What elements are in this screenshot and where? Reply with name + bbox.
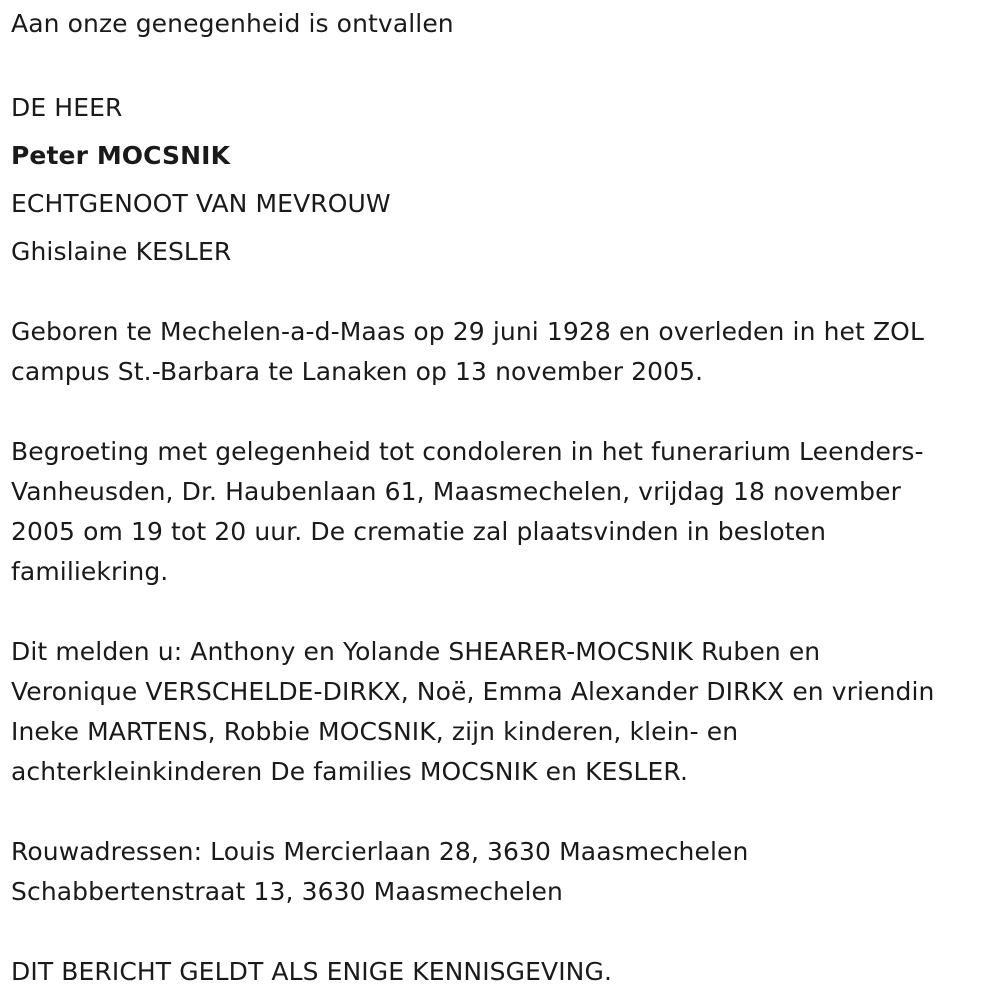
paragraph-line: Geboren te Mechelen-a-d-Maas op 29 juni 1928 en overleden in het ZOL [11, 317, 924, 346]
paragraph-line: familiekring. [11, 557, 169, 586]
announcers-paragraph [11, 632, 991, 792]
condolence-paragraph [11, 432, 991, 592]
paragraph-line: 2005 om 19 tot 20 uur. De crematie zal plaatsvinden in besloten [11, 517, 827, 546]
spacer [11, 392, 991, 432]
honorific: DE HEER [11, 93, 123, 122]
birth-death-paragraph [11, 312, 991, 392]
closing-statement: DIT BERICHT GELDT ALS ENIGE KENNISGEVING. [11, 957, 612, 986]
deceased-name: Peter MOCSNIK [11, 141, 231, 170]
spacer [11, 44, 991, 84]
death-notice [11, 4, 991, 992]
intro-text: Aan onze genegenheid is ontvallen [11, 9, 454, 38]
paragraph-line: Schabbertenstraat 13, 3630 Maasmechelen [11, 877, 563, 906]
paragraph-line: Dit melden u: Anthony en Yolande SHEARER-MOCSNIK Ruben en [11, 637, 821, 666]
paragraph-line: achterkleinkinderen De families MOCSNIK en KESLER. [11, 757, 688, 786]
paragraph-line: Begroeting met gelegenheid tot condoleren in het funerarium Leenders- [11, 437, 924, 466]
addresses-paragraph [11, 832, 991, 912]
relation-text: ECHTGENOOT VAN MEVROUW [11, 189, 391, 218]
paragraph-line: Rouwadressen: Louis Mercierlaan 28, 3630 Maasmechelen [11, 837, 749, 866]
spacer [11, 792, 991, 832]
spacer [11, 276, 991, 312]
spouse-name: Ghislaine KESLER [11, 237, 232, 266]
spacer [11, 912, 991, 952]
spacer [11, 592, 991, 632]
paragraph-line: Vanheusden, Dr. Haubenlaan 61, Maasmechelen, vrijdag 18 november [11, 477, 902, 506]
paragraph-line: Veronique VERSCHELDE-DIRKX, Noë, Emma Alexander DIRKX en vriendin [11, 677, 935, 706]
paragraph-line: Ineke MARTENS, Robbie MOCSNIK, zijn kinderen, klein- en [11, 717, 739, 746]
paragraph-line: campus St.-Barbara te Lanaken op 13 november 2005. [11, 357, 704, 386]
